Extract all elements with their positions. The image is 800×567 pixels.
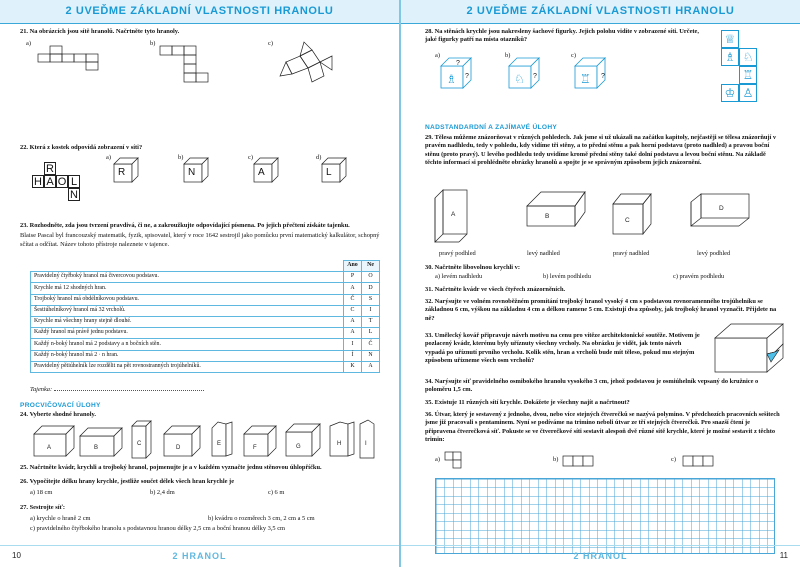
exercise-text: Vyberte shodné hranoly. — [29, 411, 96, 418]
exercise-28 — [425, 28, 702, 45]
net-cell: L — [68, 175, 80, 188]
option-label-a: a) — [106, 154, 111, 161]
net-b-drawing — [160, 44, 260, 94]
trimino-drawing — [445, 452, 785, 472]
net-cell: H — [32, 175, 44, 188]
answer-no[interactable]: Č — [362, 339, 380, 350]
option-label-c: c) — [248, 154, 253, 161]
exercise-number: 27. — [20, 504, 28, 511]
option-label-b: b) — [178, 154, 184, 161]
answer-no[interactable]: L — [362, 328, 380, 339]
exercise-intro: Blaise Pascal byl francouzský matematik, fyzik, spisovatel, který v roce 1642 sestrojil jako pomůcku první matematický kalkulátor, schopný sčítat a odčítat. Název tohoto přístroje naleznete v tajence. — [20, 232, 380, 248]
table-row — [31, 294, 380, 305]
prism-letter: I — [365, 441, 367, 447]
question-mark: ? — [601, 73, 605, 80]
exercise-number: 29. — [425, 134, 433, 141]
option-label-c: c) — [671, 456, 676, 463]
option-label-b: b) — [505, 52, 511, 59]
net-c-drawing — [278, 42, 348, 92]
view-letter: B — [545, 213, 550, 220]
option-label-b: b) — [150, 40, 156, 47]
page-number: 11 — [779, 551, 788, 561]
exercise-text: Umělecký kovář připravuje návrh motivu na cenu pro vítěze architektonické soutěže. Motivem je pozlacený kvádr, kterému byly uříznuty všechny vrcholy. Na obrázku je vidět, jak tento návrh vypadá po uříznutí prvního vrcholu. Kolik stěn, hran a vrcholů bude mít těleso, pokud mu stejným způsobem uřízneme všech osm vrcholů? — [425, 332, 700, 364]
option-c: c) pravém podhledu — [673, 273, 725, 280]
answer-no[interactable]: A — [362, 361, 380, 372]
prism-letter: D — [176, 445, 181, 451]
chess-piece-icon: ♖ — [739, 66, 757, 84]
statement: Trojboký hranol má obdélníkovou podstavu. — [31, 294, 344, 305]
square-grid[interactable] — [435, 478, 775, 554]
exercise-32 — [425, 298, 782, 323]
exercise-text: Tělesa můžeme znázorňovat v různých pohledech. Jak jsme si už ukázali na začátku kapitoly, nejčastěji se tělesa znázorňují v pravém nadhledu, tedy v pohledu, kdy vidíme tři stěny, a to přední stěnu a pak horní podstavu (proto nadhled) a pravou boční stěnu (proto pravý). U levého podhledu tedy uvidíme kromě přední stěny také dolní podstavu a levou boční stěnu. Na základě těchto informací si prohlédněte obrázky hranolů a spojte je se správným způsobem jejich znázornění. — [425, 134, 777, 166]
statement: Každý n-boký hranol má 2 · n hran. — [31, 350, 344, 361]
option-label-a: a) — [435, 52, 440, 59]
exercise-text: Sestrojte síť: — [29, 504, 65, 511]
exercise-number: 24. — [20, 411, 28, 418]
statement: Šestiúhelníkový hranol má 32 vrcholů. — [31, 305, 344, 316]
exercise-number: 28. — [425, 28, 433, 35]
exercise-30 — [425, 264, 782, 272]
net-cell: R — [44, 162, 56, 175]
answer-yes[interactable]: A — [344, 283, 362, 294]
tajenka-label: Tajenka: — [30, 386, 53, 393]
view-label: pravý nadhled — [613, 250, 650, 257]
table-row — [31, 328, 380, 339]
option-c: c) pravidelného čtyřbokého hranolu s podstavnou hranou délky 2,5 cm a boční hranou délky 3,5 cm — [30, 525, 286, 532]
cube-letter: L — [326, 167, 332, 178]
option-a: a) krychle o hraně 2 cm — [30, 515, 91, 522]
statement: Krychle má všechny hrany stejně dlouhé. — [31, 316, 344, 327]
answer-yes[interactable]: K — [344, 361, 362, 372]
chess-piece-icon: ♗ — [446, 72, 457, 86]
view-letter: A — [451, 211, 456, 218]
answer-no[interactable]: S — [362, 294, 380, 305]
exercise-text: Narýsujte síť pravidelného osmibokého hranolu vysokého 3 cm, jehož podstavou je osmiúhelník vepsaný do kružnice o poloměru 1,5 cm. — [425, 378, 759, 394]
tajenka-line — [30, 386, 204, 394]
statement: Pravidelný čtyřboký hranol má čtvercovou podstavu. — [31, 272, 344, 283]
table-row — [31, 283, 380, 294]
chess-piece-icon: ♔ — [721, 84, 739, 102]
option-b: b) levém podhledu — [543, 273, 591, 280]
option-label-d: d) — [316, 154, 322, 161]
view-label: levý nadhled — [527, 250, 560, 257]
right-header — [401, 0, 800, 24]
answer-yes[interactable]: A — [344, 316, 362, 327]
exercise-number: 33. — [425, 332, 433, 339]
exercise-text: Narýsujte ve volném rovnoběžném promítání trojboký hranol vysoký 4 cm s podstavou rovnoramenného trojúhelníku se základnou 6 cm, výškou na základnu 4 cm a délkou ramene 5 cm. Existují dva způsoby, jak trojboký hranol vyznačit. Přijdete na ně? — [425, 298, 777, 322]
chess-piece-icon: ♖ — [580, 72, 591, 86]
exercise-31 — [425, 286, 782, 294]
exercise-number: 34. — [425, 378, 433, 385]
exercise-number: 21. — [20, 28, 28, 35]
letter-net — [30, 162, 110, 206]
cube-letter: A — [258, 167, 265, 178]
section-heading: NADSTANDARDNÍ A ZAJÍMAVÉ ÚLOHY — [425, 124, 558, 131]
exercise-29 — [425, 134, 782, 167]
cube-letter: N — [188, 167, 196, 178]
exercise-21 — [20, 28, 385, 36]
prism-letter: E — [217, 441, 222, 447]
answer-yes[interactable]: Č — [344, 294, 362, 305]
statement: Krychle má 12 shodných hran. — [31, 283, 344, 294]
answer-yes[interactable]: I — [344, 339, 362, 350]
prism-letter: C — [137, 441, 142, 447]
prism-letter: F — [253, 445, 257, 451]
cut-cuboid-drawing — [715, 324, 787, 374]
exercise-27 — [20, 504, 385, 512]
left-header-title: 2 UVEĎME ZÁKLADNÍ VLASTNOSTI HRANOLU — [65, 5, 334, 18]
chapter-name: 2 HRANOL — [573, 550, 628, 561]
exercise-36 — [425, 411, 782, 444]
exercise-text: Na obrázcích jsou sítě hranolů. Načrtněte tyto hranoly. — [29, 28, 180, 35]
net-a-drawing — [38, 44, 138, 84]
exercise-number: 35. — [425, 399, 433, 406]
exercise-35 — [425, 399, 782, 407]
exercise-number: 36. — [425, 411, 433, 418]
table-row — [31, 361, 380, 372]
exercise-text: Vypočítejte délku hrany krychle, jestliže součet délek všech hran krychle je — [29, 478, 235, 485]
table-row — [31, 350, 380, 361]
page-number: 10 — [12, 551, 21, 561]
table-row — [31, 305, 380, 316]
chess-piece-icon: ♙ — [739, 84, 757, 102]
left-footer — [0, 545, 399, 567]
exercise-text: Načrtněte libovolnou krychli v: — [434, 264, 520, 271]
exercise-number: 22. — [20, 144, 28, 151]
col-ano: Ano — [344, 261, 362, 272]
prism-letter: B — [94, 445, 99, 451]
table-row — [31, 316, 380, 327]
answer-no[interactable]: O — [362, 272, 380, 283]
statement: Pravidelný pětiúhelník lze rozdělit na pět rovnostranných trojúhelníků. — [31, 361, 344, 372]
right-page — [400, 0, 800, 567]
view-letter: C — [625, 217, 630, 224]
prism-letter: H — [337, 441, 342, 447]
chess-piece-icon: ♕ — [721, 30, 739, 48]
option-b: b) kvádru o rozměrech 3 cm, 2 cm a 5 cm — [208, 515, 315, 522]
statement: Každý n-boký hranol má 2 podstavy a n bočních stěn. — [31, 339, 344, 350]
exercise-number: 25. — [20, 464, 28, 471]
answer-yes[interactable]: P — [344, 272, 362, 283]
table-row — [31, 272, 380, 283]
exercise-25 — [20, 464, 385, 472]
option-label-a: a) — [435, 456, 440, 463]
question-mark: ? — [465, 73, 469, 80]
col-ne: Ne — [362, 261, 380, 272]
exercise-number: 31. — [425, 286, 433, 293]
section-heading: PROCVIČOVACÍ ÚLOHY — [20, 402, 101, 409]
chess-net — [721, 30, 781, 114]
exercise-23 — [20, 222, 385, 249]
view-letter: D — [719, 205, 724, 212]
answer-yes[interactable]: Í — [344, 350, 362, 361]
cube-letter: R — [118, 167, 126, 178]
option-c: c) 6 m — [268, 489, 285, 496]
exercise-33 — [425, 332, 702, 365]
prism-letter: G — [296, 444, 301, 450]
net-cell: O — [57, 176, 67, 188]
exercise-number: 32. — [425, 298, 433, 305]
table-row — [31, 339, 380, 350]
views-drawing — [435, 186, 775, 246]
true-false-table — [30, 260, 380, 373]
exercise-24 — [20, 411, 385, 419]
exercise-text: Rozhodněte, zda jsou tvrzení pravdivá, či ne, a zakroužkujte odpovídající písmena. Po jejich přečtení získáte tajenku. — [29, 222, 350, 229]
view-label: pravý podhled — [439, 250, 476, 257]
option-a: a) 18 cm — [30, 489, 53, 496]
answer-yes[interactable]: A — [344, 328, 362, 339]
answer-no[interactable]: N — [362, 350, 380, 361]
exercise-number: 23. — [20, 222, 28, 229]
option-label-b: b) — [553, 456, 559, 463]
exercise-text: Existuje 11 různých sítí krychle. Dokážete je všechny najít a načrtnout? — [434, 399, 630, 406]
exercise-22 — [20, 144, 385, 152]
exercise-26 — [20, 478, 385, 486]
exercise-text: Načrtněte kvádr ve všech čtyřech znázorněních. — [434, 286, 566, 293]
exercise-text: Útvar, který je sestavený z jednoho, dvou, nebo více stejných čtverečků se nazývá polymino. V předchozích pracovních sešitech jsme již pracovali s pentaminem. Nyní se podíváme na trimino neboli útvar ze tří stejných čtverečků. Pro snazší čtení je připravena čtverečková síť. Pokuste se ve čtverečkové síti sestavit alespoň dvě různé sítě krychle, které je možné sestavit z těchto trimin: — [425, 411, 780, 443]
net-cell: N — [68, 188, 80, 201]
question-mark: ? — [456, 60, 460, 67]
chess-piece-icon: ♘ — [514, 72, 525, 86]
answer-no[interactable]: I — [362, 305, 380, 316]
view-label: levý podhled — [697, 250, 731, 257]
cube-options-drawing — [114, 158, 384, 188]
option-label-a: a) — [26, 40, 31, 47]
net-cell: A — [44, 175, 56, 188]
question-mark: ? — [533, 73, 537, 80]
exercise-number: 30. — [425, 264, 433, 271]
exercise-text: Na stěnách krychle jsou nakresleny šachové figurky. Jejich polohu vidíte v zobrazené síti. Určete, jaké figurky patří na místa otazníků? — [425, 28, 699, 44]
statement: Každý hranol má právě jednu podstavu. — [31, 328, 344, 339]
chapter-name: 2 HRANOL — [172, 550, 227, 561]
chess-cubes-drawing — [441, 58, 641, 94]
right-header-title: 2 UVEĎME ZÁKLADNÍ VLASTNOSTI HRANOLU — [466, 5, 735, 18]
exercise-text: Načrtněte kvádr, krychli a trojboký hranol, pojmenujte je a v každém vyznačte jednu stěnovou úhlopříčku. — [29, 464, 322, 471]
right-footer — [401, 545, 800, 567]
option-a: a) levém nadhledu — [435, 273, 483, 280]
prisms-drawing — [34, 420, 384, 462]
answer-no[interactable]: D — [362, 283, 380, 294]
exercise-34 — [425, 378, 782, 395]
prism-letter: A — [47, 445, 52, 451]
exercise-number: 26. — [20, 478, 28, 485]
exercise-text: Která z kostek odpovídá zobrazení v síti? — [29, 144, 143, 151]
answer-no[interactable]: T — [362, 316, 380, 327]
option-label-c: c) — [268, 40, 273, 47]
left-header — [0, 0, 399, 24]
option-label-c: c) — [571, 52, 576, 59]
answer-yes[interactable]: C — [344, 305, 362, 316]
option-b: b) 2,4 dm — [150, 489, 175, 496]
chess-piece-icon: ♘ — [739, 48, 757, 66]
chess-piece-icon: ♗ — [721, 48, 739, 66]
